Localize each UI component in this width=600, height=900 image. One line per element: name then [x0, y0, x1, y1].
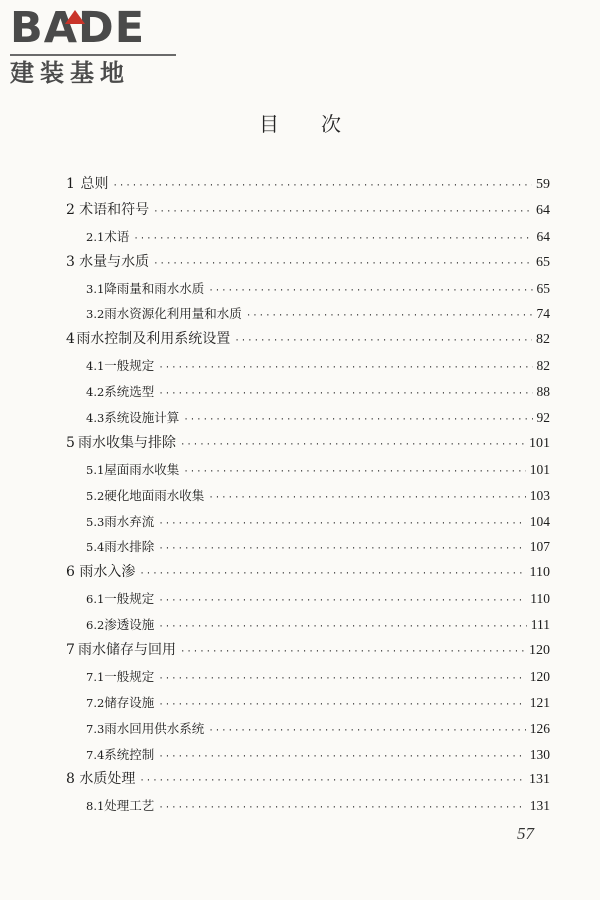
- toc-dot-leader: [183, 408, 532, 434]
- toc-entry-page: 120: [529, 643, 550, 659]
- toc-entry-page: 64: [536, 228, 550, 244]
- toc-dot-leader: [158, 537, 525, 563]
- toc-entry-page: 110: [529, 565, 550, 581]
- toc-entry-page: 65: [536, 254, 550, 270]
- toc-dot-leader: [246, 304, 533, 330]
- toc-entry-number: 7.4: [86, 747, 105, 762]
- toc-entry-number: 7.3: [86, 721, 105, 736]
- toc-entry-page: 104: [529, 513, 550, 529]
- logo-subtitle: 建装基地: [10, 59, 130, 87]
- toc-entry-number: 6.1: [86, 592, 105, 607]
- toc-entry-title: 雨水弃流: [104, 513, 155, 529]
- toc-entry-number: 4.2: [86, 385, 105, 400]
- toc-dot-leader: [180, 433, 525, 459]
- toc-entry-number: 5.2: [86, 488, 105, 503]
- toc-dot-leader: [158, 382, 532, 408]
- toc-entry-title: 术语和符号: [79, 201, 150, 218]
- toc-chapter-entry: [66, 560, 550, 586]
- toc-chapter-entry: [66, 638, 550, 664]
- toc-section-entry: [66, 483, 550, 509]
- page-number: 57: [517, 824, 534, 843]
- toc-entry-title: 雨水回用供水系统: [104, 720, 205, 736]
- toc-chapter-entry: [66, 198, 550, 224]
- toc-entry-number: 5.3: [86, 514, 105, 529]
- toc-section-entry: [66, 612, 550, 638]
- toc-entry-page: 107: [529, 539, 550, 555]
- toc-entry-page: 103: [529, 487, 550, 503]
- toc-entry-number: 5: [66, 434, 75, 451]
- logo-accent-triangle: [65, 10, 85, 24]
- toc-entry-page: 64: [536, 202, 550, 218]
- toc-entry-title: 屋面雨水收集: [104, 461, 180, 477]
- toc-dot-leader: [158, 356, 532, 382]
- toc-dot-leader: [139, 562, 525, 588]
- toc-section-entry: [66, 301, 550, 327]
- toc-entry-title: 一般规定: [104, 591, 155, 607]
- toc-entry-number: 1: [66, 176, 75, 192]
- toc-entry-title: 雨水排除: [104, 539, 155, 555]
- toc-entry-number: 3.2: [86, 307, 105, 322]
- toc-dot-leader: [158, 589, 526, 615]
- toc-entry-page: 131: [529, 772, 550, 788]
- toc-dot-leader: [158, 796, 525, 822]
- toc-section-entry: [66, 534, 550, 560]
- toc-dot-leader: [158, 667, 525, 693]
- toc-chapter-entry: [66, 431, 550, 457]
- toc-entry-number: 6: [66, 564, 75, 581]
- toc-entry-number: 3.1: [86, 281, 105, 296]
- toc-entry-number: 6.2: [86, 618, 105, 633]
- toc-entry-page: 101: [529, 461, 550, 477]
- toc-entry-number: 2: [66, 201, 75, 218]
- toc-chapter-entry: [66, 327, 550, 353]
- toc-entry-title: 雨水入渗: [79, 564, 136, 581]
- toc-dot-leader: [183, 460, 525, 486]
- toc-dot-leader: [180, 640, 525, 666]
- toc-entry-number: 8.1: [86, 799, 105, 814]
- toc-entry-title: 雨水资源化利用量和水质: [104, 306, 242, 322]
- toc-entry-number: 5.4: [86, 540, 105, 555]
- toc-entry-title: 水质处理: [79, 771, 136, 788]
- toc-section-entry: [66, 716, 550, 742]
- toc-dot-leader: [208, 486, 525, 512]
- toc-section-entry: [66, 586, 550, 612]
- toc-entry-title: 雨水储存与回用: [77, 642, 176, 659]
- bade-logo: [8, 4, 178, 88]
- toc-section-entry: [66, 224, 550, 250]
- toc-dot-leader: [158, 693, 525, 719]
- toc-dot-leader: [234, 329, 532, 355]
- toc-section-entry: [66, 353, 550, 379]
- toc-entry-number: 2.1: [86, 229, 105, 244]
- toc-entry-page: 82: [536, 332, 550, 348]
- toc-entry-page: 120: [529, 668, 550, 684]
- toc-entry-title: 一般规定: [104, 668, 155, 684]
- toc-entry-page: 131: [529, 798, 550, 814]
- toc-entry-title: 雨水控制及利用系统设置: [76, 331, 231, 348]
- toc-entry-number: 7.1: [86, 669, 105, 684]
- page-title: 目次: [259, 112, 383, 136]
- toc-dot-leader: [139, 769, 525, 795]
- toc-section-entry: [66, 664, 550, 690]
- toc-entry-page: 126: [529, 720, 550, 736]
- logo-divider: [10, 54, 176, 56]
- toc-entry-page: 74: [536, 306, 550, 322]
- toc-entry-number: 7.2: [86, 695, 105, 710]
- toc-entry-page: 101: [529, 435, 550, 451]
- toc-entry-title: 一般规定: [104, 358, 155, 374]
- toc-entry-number: 3: [66, 253, 75, 270]
- toc-entry-page: 130: [529, 746, 550, 762]
- logo-brand: BADE: [10, 3, 146, 53]
- toc-entry-title: 渗透设施: [104, 617, 155, 633]
- toc-dot-leader: [113, 174, 532, 200]
- toc-entry-title: 系统控制: [104, 746, 155, 762]
- toc-entry-page: 59: [536, 177, 550, 192]
- toc-entry-page: 65: [536, 280, 550, 296]
- toc-entry-number: 4: [66, 331, 75, 348]
- toc-entry-title: 硬化地面雨水收集: [104, 487, 205, 503]
- toc-entry-page: 111: [530, 617, 550, 633]
- toc-entry-page: 110: [530, 591, 550, 607]
- table-of-contents: [66, 172, 550, 819]
- toc-section-entry: [66, 405, 550, 431]
- toc-dot-leader: [208, 279, 532, 305]
- toc-section-entry: [66, 276, 550, 302]
- toc-dot-leader: [153, 252, 532, 278]
- toc-dot-leader: [133, 227, 532, 253]
- toc-entry-title: 储存设施: [104, 694, 155, 710]
- toc-entry-number: 4.1: [86, 359, 105, 374]
- toc-section-entry: [66, 509, 550, 535]
- toc-entry-title: 处理工艺: [104, 798, 155, 814]
- toc-entry-title: 降雨量和雨水水质: [104, 280, 205, 296]
- toc-section-entry: [66, 457, 550, 483]
- toc-dot-leader: [208, 719, 525, 745]
- toc-entry-page: 88: [536, 384, 550, 400]
- toc-entry-page: 121: [529, 694, 550, 710]
- toc-dot-leader: [158, 512, 525, 538]
- toc-entry-number: 8: [66, 771, 75, 788]
- toc-section-entry: [66, 742, 550, 768]
- toc-entry-title: 术语: [104, 228, 130, 244]
- toc-entry-title: 总则: [80, 176, 109, 192]
- toc-dot-leader: [158, 745, 525, 771]
- toc-section-entry: [66, 793, 550, 819]
- toc-entry-title: 系统设施计算: [104, 410, 180, 426]
- toc-section-entry: [66, 690, 550, 716]
- toc-chapter-entry: [66, 172, 550, 198]
- toc-section-entry: [66, 379, 550, 405]
- toc-dot-leader: [153, 200, 532, 226]
- toc-entry-title: 系统选型: [104, 384, 155, 400]
- toc-dot-leader: [158, 615, 526, 641]
- toc-entry-number: 7: [66, 642, 75, 659]
- toc-chapter-entry: [66, 767, 550, 793]
- toc-entry-page: 92: [536, 410, 550, 426]
- toc-entry-title: 雨水收集与排除: [77, 434, 176, 451]
- toc-entry-title: 水量与水质: [79, 253, 150, 270]
- toc-entry-number: 4.3: [86, 411, 105, 426]
- toc-chapter-entry: [66, 250, 550, 276]
- toc-entry-page: 82: [536, 358, 550, 374]
- toc-entry-number: 5.1: [86, 462, 105, 477]
